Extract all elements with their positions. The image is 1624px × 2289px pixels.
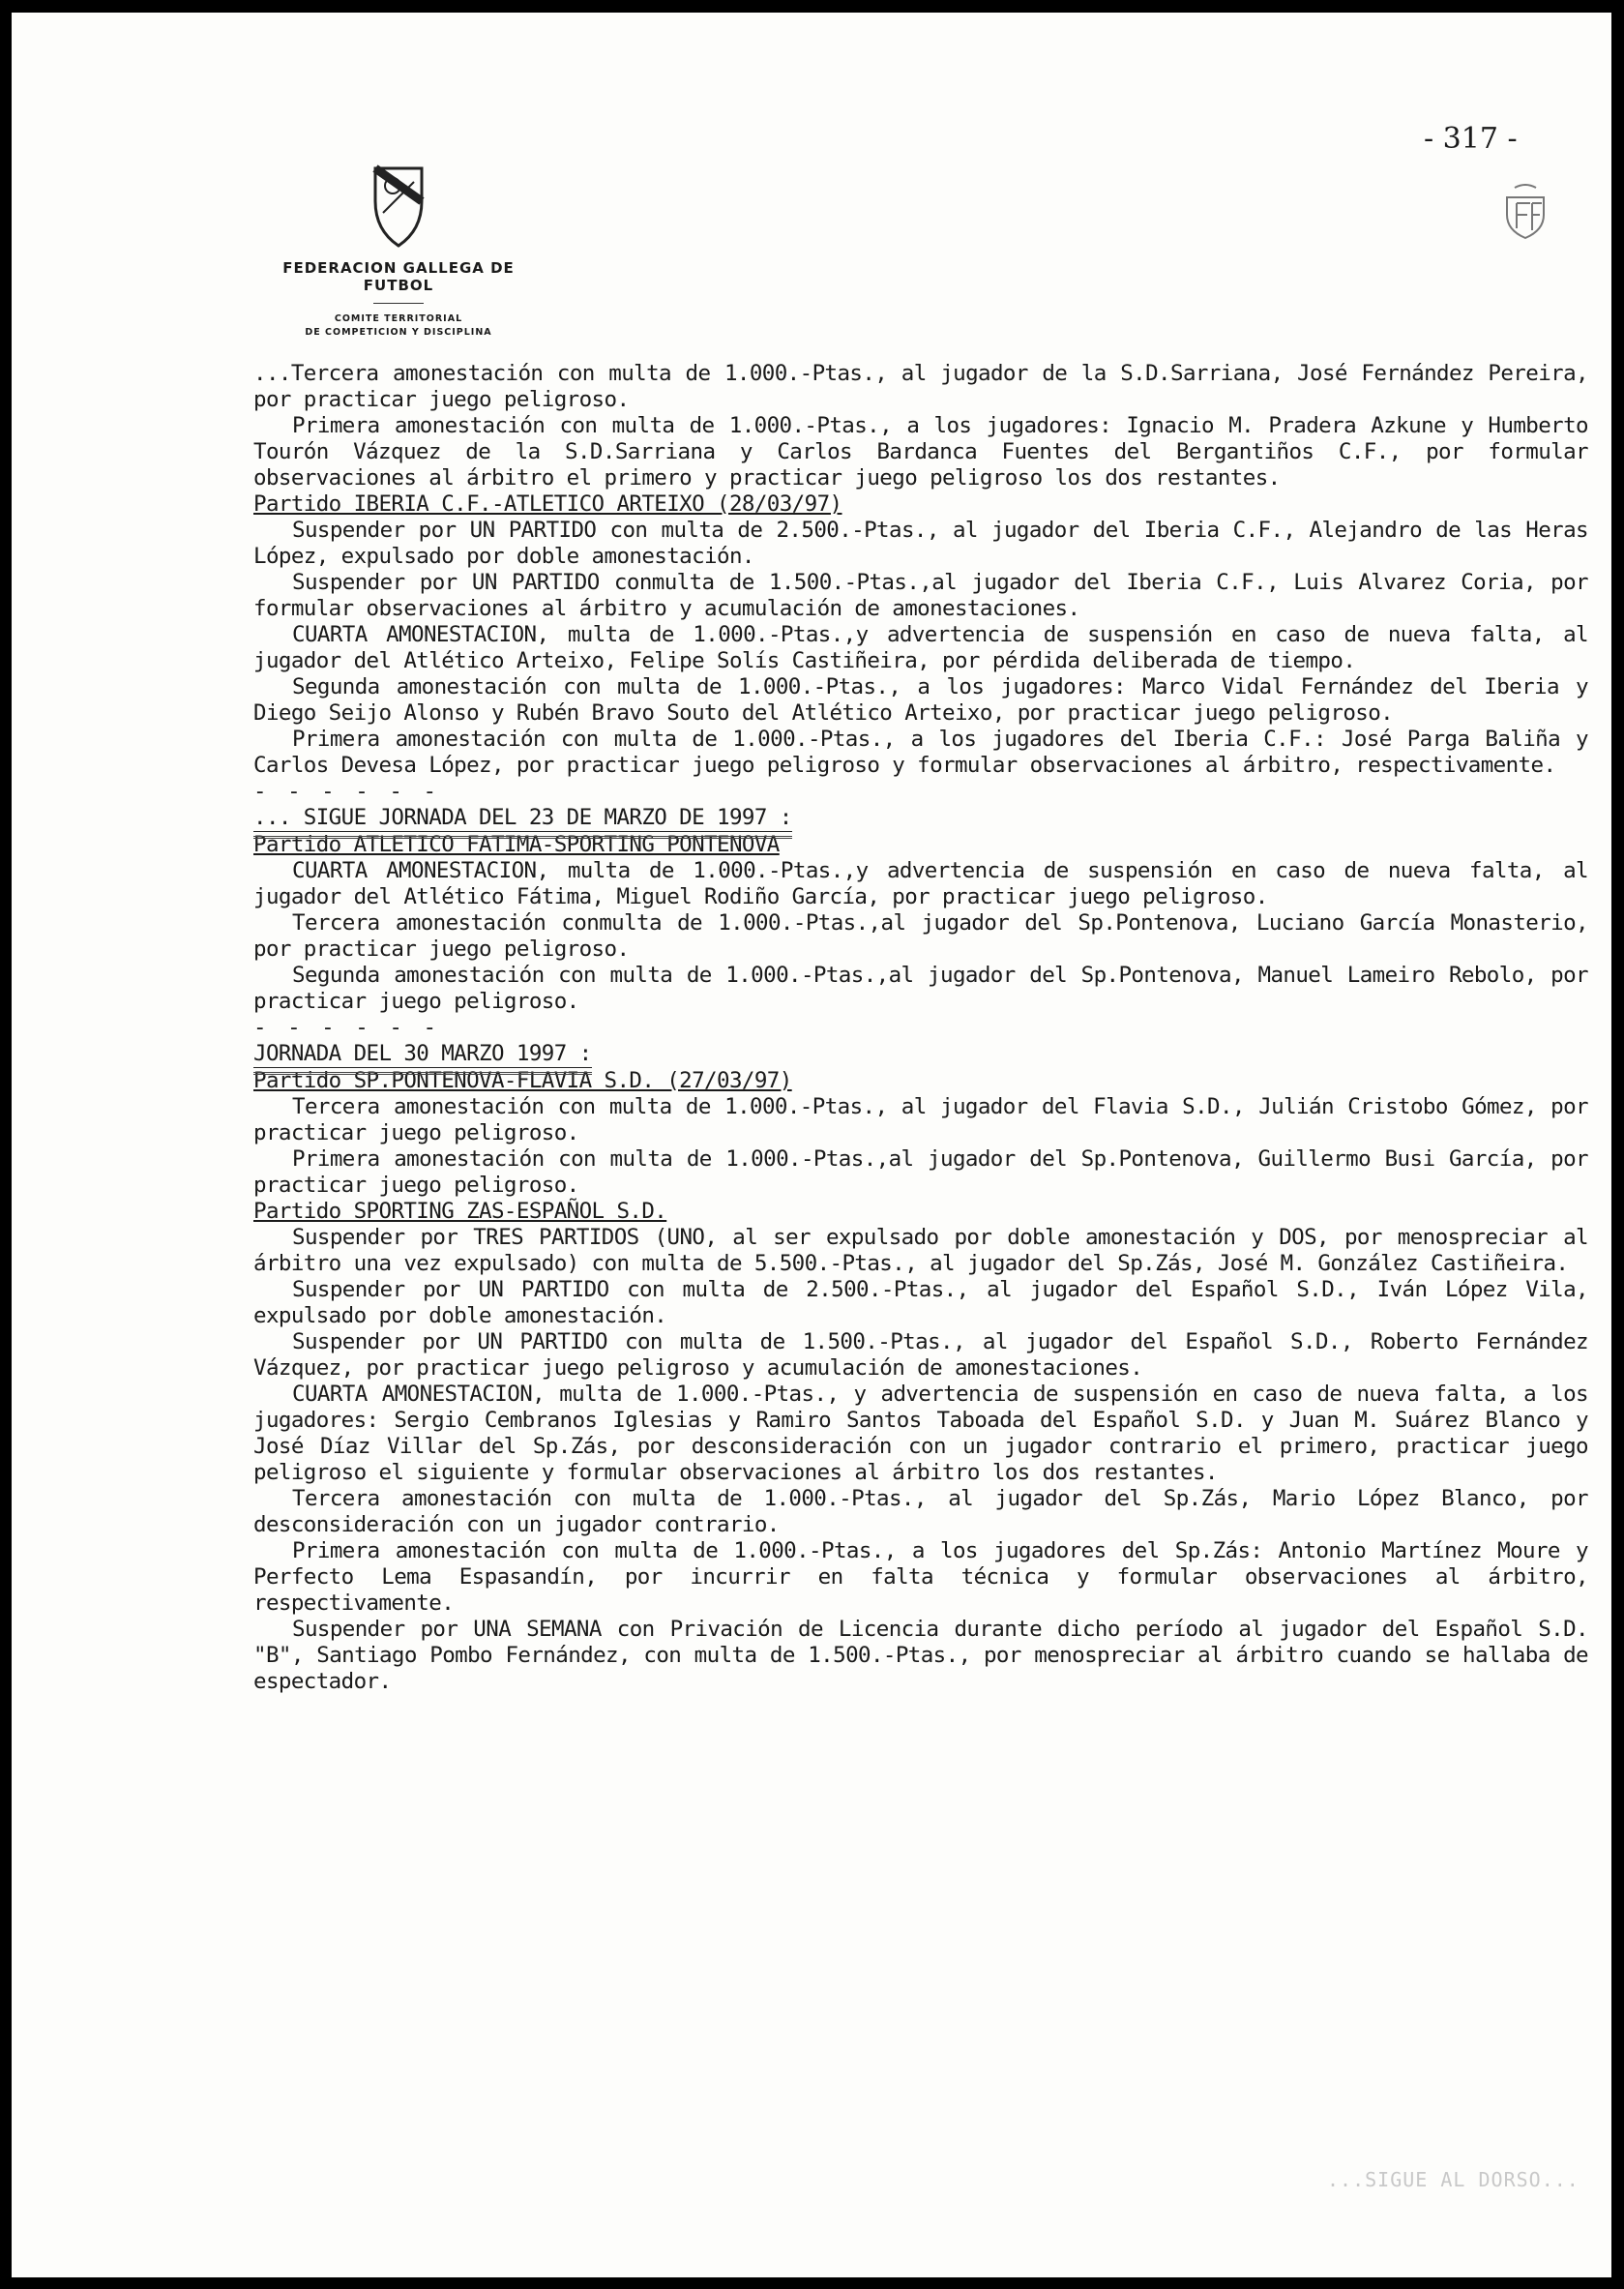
header-divider <box>373 303 424 304</box>
resolutions-body <box>253 361 1588 1695</box>
jornada-heading-text: JORNADA DEL 30 MARZO 1997 : <box>253 1041 592 1066</box>
ruling-paragraph: Primera amonestación con multa de 1.000.-Ptas., a los jugadores del Iberia C.F.: José Parga Baliña y Carlos Devesa López, por practicar juego peligroso y formular observaciones al árbitro, respectivamente. <box>253 727 1588 778</box>
letterhead <box>253 163 544 340</box>
section-separator: - - - - - - <box>253 779 441 804</box>
ruling-paragraph: Suspender por UN PARTIDO con multa de 1.500.-Ptas., al jugador del Español S.D., Roberto Fernández Vázquez, por practicar juego peligroso y acumulación de amonestaciones. <box>253 1329 1588 1381</box>
ruling-paragraph: CUARTA AMONESTACION, multa de 1.000.-Ptas.,y advertencia de suspensión en caso de nueva falta, al jugador del Atlético Arteixo, Felipe Solís Castiñeira, por pérdida deliberada de tiempo. <box>253 622 1588 673</box>
committee-line-2: DE COMPETICION Y DISCIPLINA <box>305 327 492 338</box>
ruling-paragraph: Suspender por UN PARTIDO conmulta de 1.500.-Ptas.,al jugador del Iberia C.F., Luis Alvarez Coria, por formular observaciones al árbitro y acumulación de amonestaciones. <box>253 570 1588 621</box>
ruling-paragraph: Tercera amonestación con multa de 1.000.-Ptas., al jugador del Flavia S.D., Julián Cristobo Gómez, por practicar juego peligroso. <box>253 1094 1588 1145</box>
ruling-paragraph: Suspender por UN PARTIDO con multa de 2.500.-Ptas., al jugador del Iberia C.F., Alejandro de las Heras López, expulsado por doble amonestación. <box>253 518 1588 569</box>
jornada-heading-23 <box>253 805 1588 832</box>
continued-overleaf-note: ...SIGUE AL DORSO... <box>1327 2168 1580 2191</box>
ruling-paragraph: Segunda amonestación con multa de 1.000.-Ptas.,al jugador del Sp.Pontenova, Manuel Lameiro Rebolo, por practicar juego peligroso. <box>253 963 1588 1014</box>
ruling-paragraph: CUARTA AMONESTACION, multa de 1.000.-Ptas., y advertencia de suspensión en caso de nueva falta, a los jugadores: Sergio Cembranos Iglesias y Ramiro Santos Taboada del Español S.D. y Juan M. Suárez Blanco y José Díaz Villar del Sp.Zás, por desconsideración con un jugador contrario el primero, practicar juego peligroso el siguiente y formular observaciones al árbitro los dos restantes. <box>253 1382 1588 1485</box>
match-title-iberia <box>253 491 1588 518</box>
ruling-paragraph: Suspender por UN PARTIDO con multa de 2.500.-Ptas., al jugador del Español S.D., Iván López Vila, expulsado por doble amonestación. <box>253 1277 1588 1328</box>
jornada-heading-30 <box>253 1041 1588 1068</box>
intro-paragraph-2: Primera amonestación con multa de 1.000.-Ptas., a los jugadores: Ignacio M. Pradera Azkune y Humberto Tourón Vázquez de la S.D.Sarriana y Carlos Bardanca Fuentes del Bergantiños C.F., por formular observaciones al árbitro el primero y practicar juego peligroso los dos restantes. <box>253 413 1588 490</box>
page-number: - 317 - <box>1424 122 1518 156</box>
section-separator: - - - - - - <box>253 1015 441 1040</box>
ruling-paragraph: Tercera amonestación conmulta de 1.000.-Ptas.,al jugador del Sp.Pontenova, Luciano García Monasterio, por practicar juego peligroso. <box>253 910 1588 962</box>
ruling-paragraph: Suspender por UNA SEMANA con Privación de Licencia durante dicho período al jugador del Español S.D. "B", Santiago Pombo Fernández, con multa de 1.500.-Ptas., por menospreciar al árbitro cuando se hallaba de espectador. <box>253 1617 1588 1694</box>
rfef-emblem-icon <box>1501 182 1550 240</box>
intro-paragraph-1: ...Tercera amonestación con multa de 1.000.-Ptas., al jugador de la S.D.Sarriana, José Fernández Pereira, por practicar juego peligroso. <box>253 361 1588 412</box>
match-title-text: Partido SP.PONTENOVA-FLAVIA S.D. (27/03/97) <box>253 1068 792 1093</box>
jornada-heading-text: ... SIGUE JORNADA DEL 23 DE MARZO DE 1997 : <box>253 805 792 830</box>
committee-line-1: COMITE TERRITORIAL <box>334 313 463 324</box>
ruling-paragraph: Primera amonestación con multa de 1.000.-Ptas.,al jugador del Sp.Pontenova, Guillermo Busi García, por practicar juego peligroso. <box>253 1146 1588 1198</box>
match-title-text: Partido SPORTING ZAS-ESPAÑOL S.D. <box>253 1199 667 1224</box>
match-title-zas <box>253 1199 1588 1225</box>
ruling-paragraph: Primera amonestación con multa de 1.000.-Ptas., a los jugadores del Sp.Zás: Antonio Martínez Moure y Perfecto Lema Espasandín, por incurrir en falta técnica y formular observaciones al árbitro, respectivamente. <box>253 1538 1588 1616</box>
ruling-paragraph: CUARTA AMONESTACION, multa de 1.000.-Ptas.,y advertencia de suspensión en caso de nueva falta, al jugador del Atlético Fátima, Miguel Rodiño García, por practicar juego peligroso. <box>253 858 1588 909</box>
ruling-paragraph: Tercera amonestación con multa de 1.000.-Ptas., al jugador del Sp.Zás, Mario López Blanco, por desconsideración con un jugador contrario. <box>253 1486 1588 1537</box>
federation-shield-icon <box>369 163 428 250</box>
ruling-paragraph: Suspender por TRES PARTIDOS (UNO, al ser expulsado por doble amonestación y DOS, por menospreciar al árbitro una vez expulsado) con multa de 5.500.-Ptas., al jugador del Sp.Zás, José M. González Castiñeira. <box>253 1225 1588 1276</box>
federation-name: FEDERACION GALLEGA DE FUTBOL <box>282 259 515 294</box>
document-page <box>12 13 1611 2277</box>
match-title-text: Partido IBERIA C.F.-ATLETICO ARTEIXO (28/03/97) <box>253 491 842 517</box>
ruling-paragraph: Segunda amonestación con multa de 1.000.-Ptas., a los jugadores: Marco Vidal Fernández del Iberia y Diego Seijo Alonso y Rubén Bravo Souto del Atlético Arteixo, por practicar juego peligroso. <box>253 674 1588 726</box>
match-title-text: Partido ATLETICO FATIMA-SPORTING PONTENOVA <box>253 832 780 857</box>
